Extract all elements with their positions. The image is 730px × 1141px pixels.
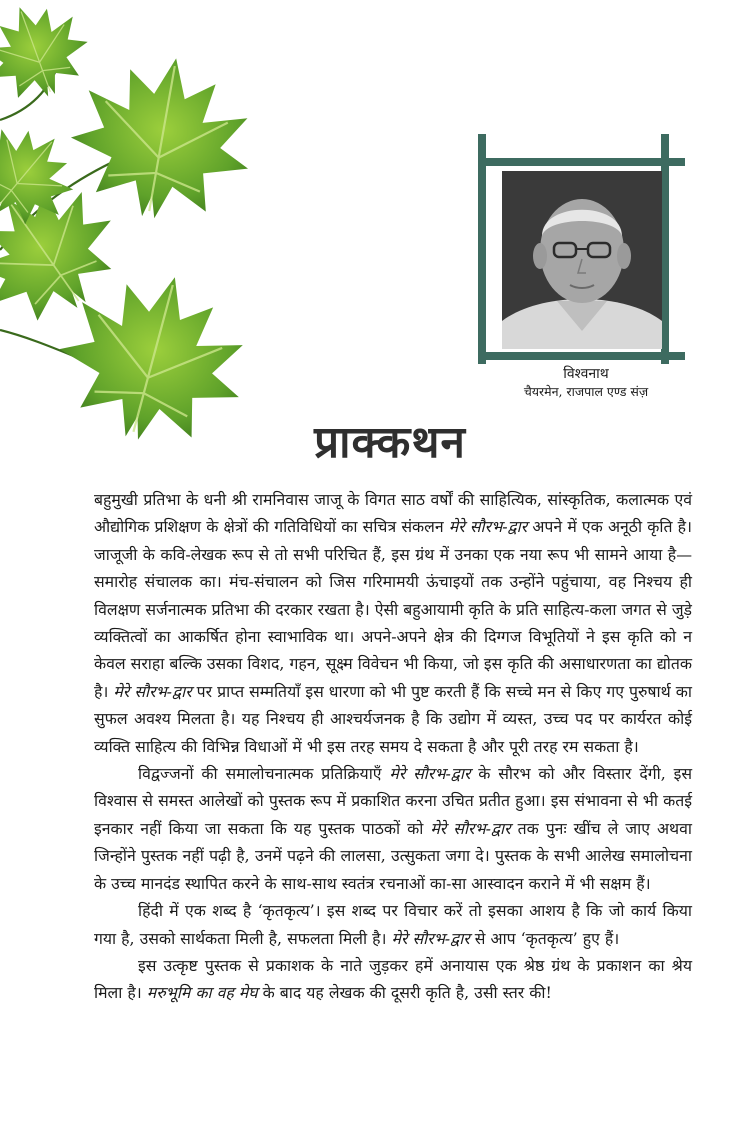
book-title-italic: मेरे सौरभ-द्वार (430, 818, 511, 838)
text-run: बहुमुखी प्रतिभा के धनी श्री रामनिवास जाजू के विगत साठ वर्षों की साहित्यिक, सांस्कृतिक, कलात्मक एवं औद्योगिक प्रशिक्षण के क्षेत्रों की गतिविधियों का सचित्र संकलन (94, 490, 692, 537)
caption-role: चैयरमेन, राजपाल एण्ड संज़ (523, 384, 649, 399)
paragraph-4 (94, 952, 692, 1007)
preface-body (94, 486, 692, 1007)
book-title-italic: मेरे सौरभ-द्वार (391, 928, 470, 948)
text-run: के बाद यह लेखक की दूसरी कृति है, उसी स्तर की! (257, 983, 552, 1003)
book-title-italic: मेरे सौरभ-द्वार (448, 517, 528, 537)
book-title-italic: मेरे सौरभ-द्वार (389, 764, 471, 784)
author-photo-frame (478, 134, 685, 364)
maple-leaves-illustration (0, 0, 290, 490)
text-run: पर प्राप्त सम्मतियाँ इस धारणा को भी पुष्ट करती हैं कि सच्चे मन से किए गए पुरुषार्थ का सुफल अवश्य मिलता है। यह निश्चय ही आश्चर्यजनक है कि उद्योग में व्यस्त, उच्च पद पर कार्यरत कोई व्यक्ति साहित्य की विभिन्न विधाओं में भी इस तरह समय दे सकता है और पूरी तरह रम सकता है। (94, 681, 692, 756)
text-run: से आप ‘कृतकृत्य’ हुए हैं। (469, 928, 620, 948)
book-title-italic: मरुभूमि का वह मेघ (146, 983, 258, 1003)
portrait-photo (502, 171, 662, 349)
text-run: इस उत्कृष्ट पुस्तक से प्रकाशक के नाते जुड़कर हमें अनायास एक श्रेष्ठ ग्रंथ के प्रकाशन का श्रेय मिला है। (94, 955, 692, 1003)
text-run: के सौरभ को और विस्तार देंगी, इस विश्वास से समस्त आलेखों को पुस्तक रूप में प्रकाशित करना उचित प्रतीत हुआ। इस संभावना से भी कतई इनकार नहीं किया जा सकता कि यह पुस्तक पाठकों को (94, 764, 693, 838)
photo-caption (470, 365, 702, 401)
paragraph-3 (94, 897, 692, 952)
text-run: हिंदी में एक शब्द है ‘कृतकृत्य’। इस शब्द पर विचार करें तो इसका आशय है कि जो कार्य किया गया है, उसको सार्थकता मिली है, सफलता मिली है। (94, 901, 692, 948)
paragraph-2 (94, 760, 692, 897)
text-run: अपने में एक अनूठी कृति है। जाजूजी के कवि-लेखक रूप से तो सभी परिचित हैं, इस ग्रंथ में उनका एक नया रूप भी सामने आया है—समारोह संचालक का। मंच-संचालन को जिस गरिमामयी ऊंचाइयों तक उन्होंने पहुंचाया, वह निश्चय ही विलक्षण सर्जनात्मक प्रतिभा की दरकार रखता है। ऐसी बहुआयामी कृति के प्रति साहित्य-कला जगत से जुड़े व्यक्तित्वों का आकर्षित होना स्वाभाविक था। अपने-अपने क्षेत्र की दिग्गज विभूतियों ने इस कृति को न केवल सराहा बल्कि उसका विशद, गहन, सूक्ष्म विवेचन भी किया, जो इस कृति की असाधारणता का द्योतक है। (94, 517, 692, 701)
text-run: विद्वज्जनों की समालोचनात्मक प्रतिक्रियाएँ (138, 764, 390, 784)
text-run: तक पुनः खींच ले जाए अथवा जिन्होंने पुस्तक नहीं पढ़ी है, उनमें पढ़ने की लालसा, उत्सुकता जगा दे। पुस्तक के सभी आलेख समालोचना के उच्च मानदंड स्थापित करने के साथ-साथ स्वतंत्र रचनाओं का-सा आस्वादन कराने में भी सक्षम हैं। (94, 818, 692, 893)
caption-name: विश्वनाथ (563, 366, 609, 382)
book-title-italic: मेरे सौरभ-द्वार (113, 681, 192, 701)
paragraph-1 (94, 486, 692, 760)
page-title: प्राक्कथन (314, 417, 466, 468)
